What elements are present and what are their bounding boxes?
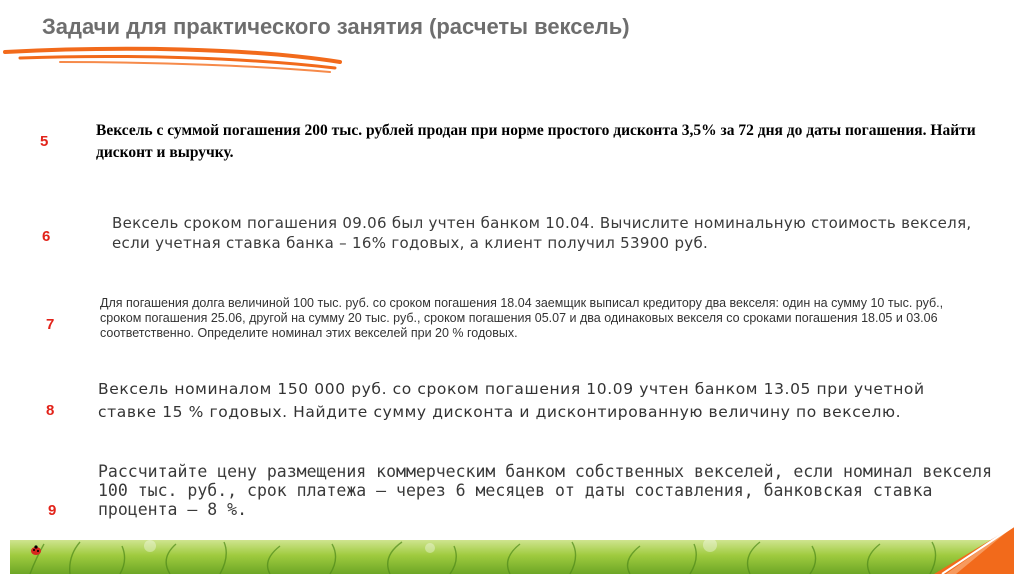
task-number-6: 6	[42, 228, 51, 245]
task-text-7: Для погашения долга величиной 100 тыс. руб. со сроком погашения 18.04 заемщик выписал кредитору два векселя: один на сумму 10 тыс. руб., сроком погашения 25.06, другой на сумму 20 тыс. руб., сроком погашения 05.07 и два одинаковых векселя со сроками погашения 18.05 и 03.06 соответственно. Определите номинал этих векселей при 20 % годовых.	[100, 296, 944, 340]
task-text-6: Вексель сроком погашения 09.06 был учтен банком 10.04. Вычислите номинальную стоимость векселя, если учетная ставка банка – 16% годовых, а клиент получил 53900 руб.	[112, 214, 972, 252]
title-underline-decoration	[0, 42, 345, 76]
grass-banner	[10, 540, 1012, 574]
ladybug-icon	[30, 545, 42, 555]
task-number-9: 9	[48, 502, 57, 519]
task-text-9: Рассчитайте цену размещения коммерческим банком собственных векселей, если номинал векселя 100 тыс. руб., срок платежа – через 6 месяцев от даты составления, банковская ставка процента – 8 %.	[98, 462, 993, 519]
page-title: Задачи для практического занятия (расчеты вексель)	[42, 14, 630, 39]
task-number-8: 8	[46, 402, 55, 419]
task-number-7: 7	[46, 316, 55, 333]
task-text-8: Вексель номиналом 150 000 руб. со сроком погашения 10.09 учтен банком 13.05 при учетной ставке 15 % годовых. Найдите сумму дисконта и дисконтированную величину по векселю.	[98, 380, 925, 421]
corner-page-curl-decoration	[934, 526, 1014, 574]
task-text-5: Вексель с суммой погашения 200 тыс. рублей продан при норме простого дисконта 3,5% за 72 дня до даты погашения. Найти дисконт и выручку.	[96, 122, 976, 161]
task-number-5: 5	[40, 133, 49, 150]
